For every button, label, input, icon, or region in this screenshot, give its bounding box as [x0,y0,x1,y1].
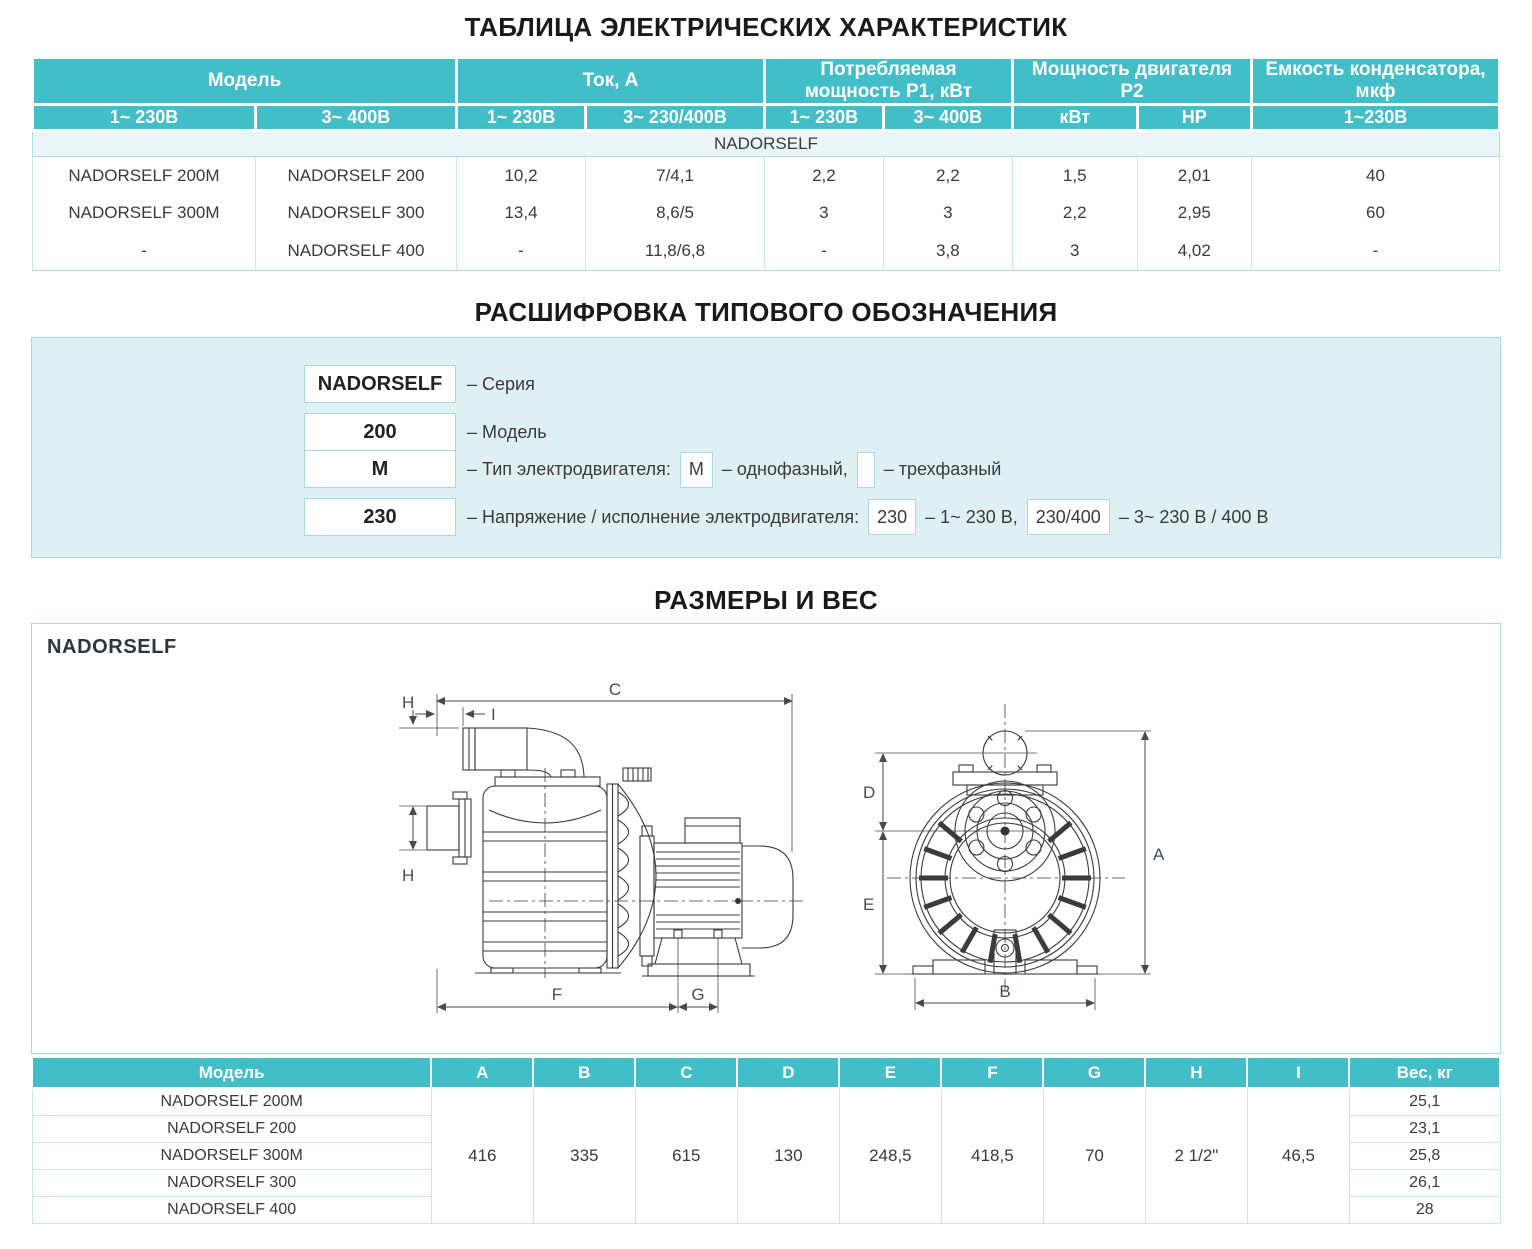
decode-desc: – Тип электродвигателя: [467,459,671,480]
column-header: G [1043,1057,1145,1088]
table-cell: - [33,232,256,270]
designation-box-motor-type: M [304,450,456,488]
column-header: A [431,1057,533,1088]
table-cell: 13,4 [456,194,585,232]
weight-cell: 28 [1349,1197,1500,1224]
table-cell: 8,6/5 [586,194,765,232]
decode-row [304,498,1500,536]
decode-desc: – 3~ 230 В / 400 В [1118,506,1269,527]
column-header: F [941,1057,1043,1088]
decode-desc: – 1~ 230 В, [925,506,1018,527]
weight-cell: 23,1 [1349,1116,1500,1143]
decode-desc: – трехфазный [883,459,1002,480]
dimensions-table [31,1056,1501,1224]
dim-label-g: G [691,985,705,1005]
dim-d-cell: 130 [737,1088,839,1224]
weight-cell: 25,8 [1349,1143,1500,1170]
dim-g-cell: 70 [1043,1088,1145,1224]
tag-box-single-phase: M [680,452,713,488]
designation-box-model: 200 [304,413,456,451]
column-header: Емкость конденсатора, мкф [1252,58,1500,105]
decoding-panel [31,337,1501,558]
designation-box-series: NADORSELF [304,365,456,403]
front-view-drawing [855,698,1165,1038]
model-cell: NADORSELF 200M [32,1088,431,1116]
dim-label-h-top: H [402,693,415,713]
table-cell: 4,02 [1137,232,1251,270]
series-band: NADORSELF [33,130,1500,156]
model-cell: NADORSELF 300M [32,1143,431,1170]
dimensions-panel [31,623,1501,1054]
model-cell: NADORSELF 300 [32,1170,431,1197]
table-cell: 11,8/6,8 [586,232,765,270]
dim-c-cell: 615 [635,1088,737,1224]
column-header: Мощность двигателя P2 [1012,58,1251,105]
table-cell: 2,95 [1137,194,1251,232]
dim-label-d: D [863,783,876,803]
decode-desc: – однофазный, [721,459,848,480]
table-cell: NADORSELF 200 [255,156,456,194]
column-subheader: 1~ 230В [456,104,585,130]
dim-i-cell: 46,5 [1247,1088,1349,1224]
pump-side-outline [427,728,793,976]
column-subheader: HP [1137,104,1251,130]
decoding-title: РАСШИФРОВКА ТИПОВОГО ОБОЗНАЧЕНИЯ [474,296,1058,327]
table-cell: 60 [1252,194,1500,232]
dim-label-b: B [999,982,1011,1002]
sub-header-row [33,104,1500,130]
header-group-row [33,58,1500,105]
table-cell: NADORSELF 200M [33,156,256,194]
model-cell: NADORSELF 400 [32,1197,431,1224]
column-header: B [533,1057,635,1088]
dim-label-f: F [551,985,563,1005]
weight-cell: 25,1 [1349,1088,1500,1116]
dim-h-cell: 2 1/2" [1145,1088,1247,1224]
table-row [33,194,1500,232]
table-cell: 2,01 [1137,156,1251,194]
column-header: Вес, кг [1349,1057,1500,1088]
decode-row [304,365,1500,403]
tag-box-230: 230 [868,499,916,535]
column-subheader: 3~ 400В [255,104,456,130]
column-header: Потребляемая мощность P1, кВт [765,58,1013,105]
table-cell: NADORSELF 400 [255,232,456,270]
column-header: E [839,1057,941,1088]
column-subheader: 1~ 230В [765,104,884,130]
tag-box-three-phase [857,452,875,488]
table-cell: 3 [883,194,1012,232]
decode-row [304,413,1500,451]
column-header: H [1145,1057,1247,1088]
column-subheader: 3~ 400В [883,104,1012,130]
decode-desc: – Модель [467,421,547,442]
electrical-title: ТАБЛИЦА ЭЛЕКТРИЧЕСКИХ ХАРАКТЕРИСТИК [464,12,1068,42]
table-cell: 1,5 [1012,156,1137,194]
table-cell: NADORSELF 300 [255,194,456,232]
table-row [33,232,1500,270]
decode-desc: – Напряжение / исполнение электродвигателя: [467,506,860,527]
table-cell: 2,2 [765,156,884,194]
series-band-row [33,130,1500,156]
table-row [32,1088,1500,1116]
table-cell: 3 [765,194,884,232]
column-header: I [1247,1057,1349,1088]
column-header: C [635,1057,737,1088]
column-subheader: 3~ 230/400В [586,104,765,130]
table-cell: 2,2 [1012,194,1137,232]
dim-b-cell: 335 [533,1088,635,1224]
electrical-table [31,56,1501,271]
table-cell: 2,2 [883,156,1012,194]
page [31,0,1501,1224]
dim-label-e: E [863,895,875,915]
table-cell: - [456,232,585,270]
table-cell: - [765,232,884,270]
dim-label-a: A [1153,845,1165,865]
dimensions-header-row [32,1057,1500,1088]
column-subheader: кВт [1012,104,1137,130]
table-cell: 10,2 [456,156,585,194]
dim-f-cell: 418,5 [941,1088,1043,1224]
tag-box-230-400: 230/400 [1027,499,1110,535]
series-label: NADORSELF [47,636,177,659]
table-row [33,156,1500,194]
side-view-drawing [397,680,807,1030]
dim-label-h-bottom: H [402,866,415,886]
table-cell: 3,8 [883,232,1012,270]
column-header: Модель [33,58,457,105]
weight-cell: 26,1 [1349,1170,1500,1197]
decode-row [304,451,1500,488]
dim-label-i: I [491,705,496,725]
dimensions-title: РАЗМЕРЫ И ВЕС [654,585,878,616]
column-subheader: 1~230В [1252,104,1500,130]
table-cell: 40 [1252,156,1500,194]
model-cell: NADORSELF 200 [32,1116,431,1143]
table-cell: 3 [1012,232,1137,270]
table-cell: NADORSELF 300M [33,194,256,232]
column-subheader: 1~ 230В [33,104,256,130]
table-cell: 7/4,1 [586,156,765,194]
dim-a-cell: 416 [431,1088,533,1224]
column-header: Модель [32,1057,431,1088]
table-cell: - [1252,232,1500,270]
decode-desc: – Серия [467,373,535,394]
column-header: Ток, А [456,58,764,105]
dim-e-cell: 248,5 [839,1088,941,1224]
dim-label-c: C [608,680,622,700]
designation-box-voltage: 230 [304,498,456,536]
column-header: D [737,1057,839,1088]
